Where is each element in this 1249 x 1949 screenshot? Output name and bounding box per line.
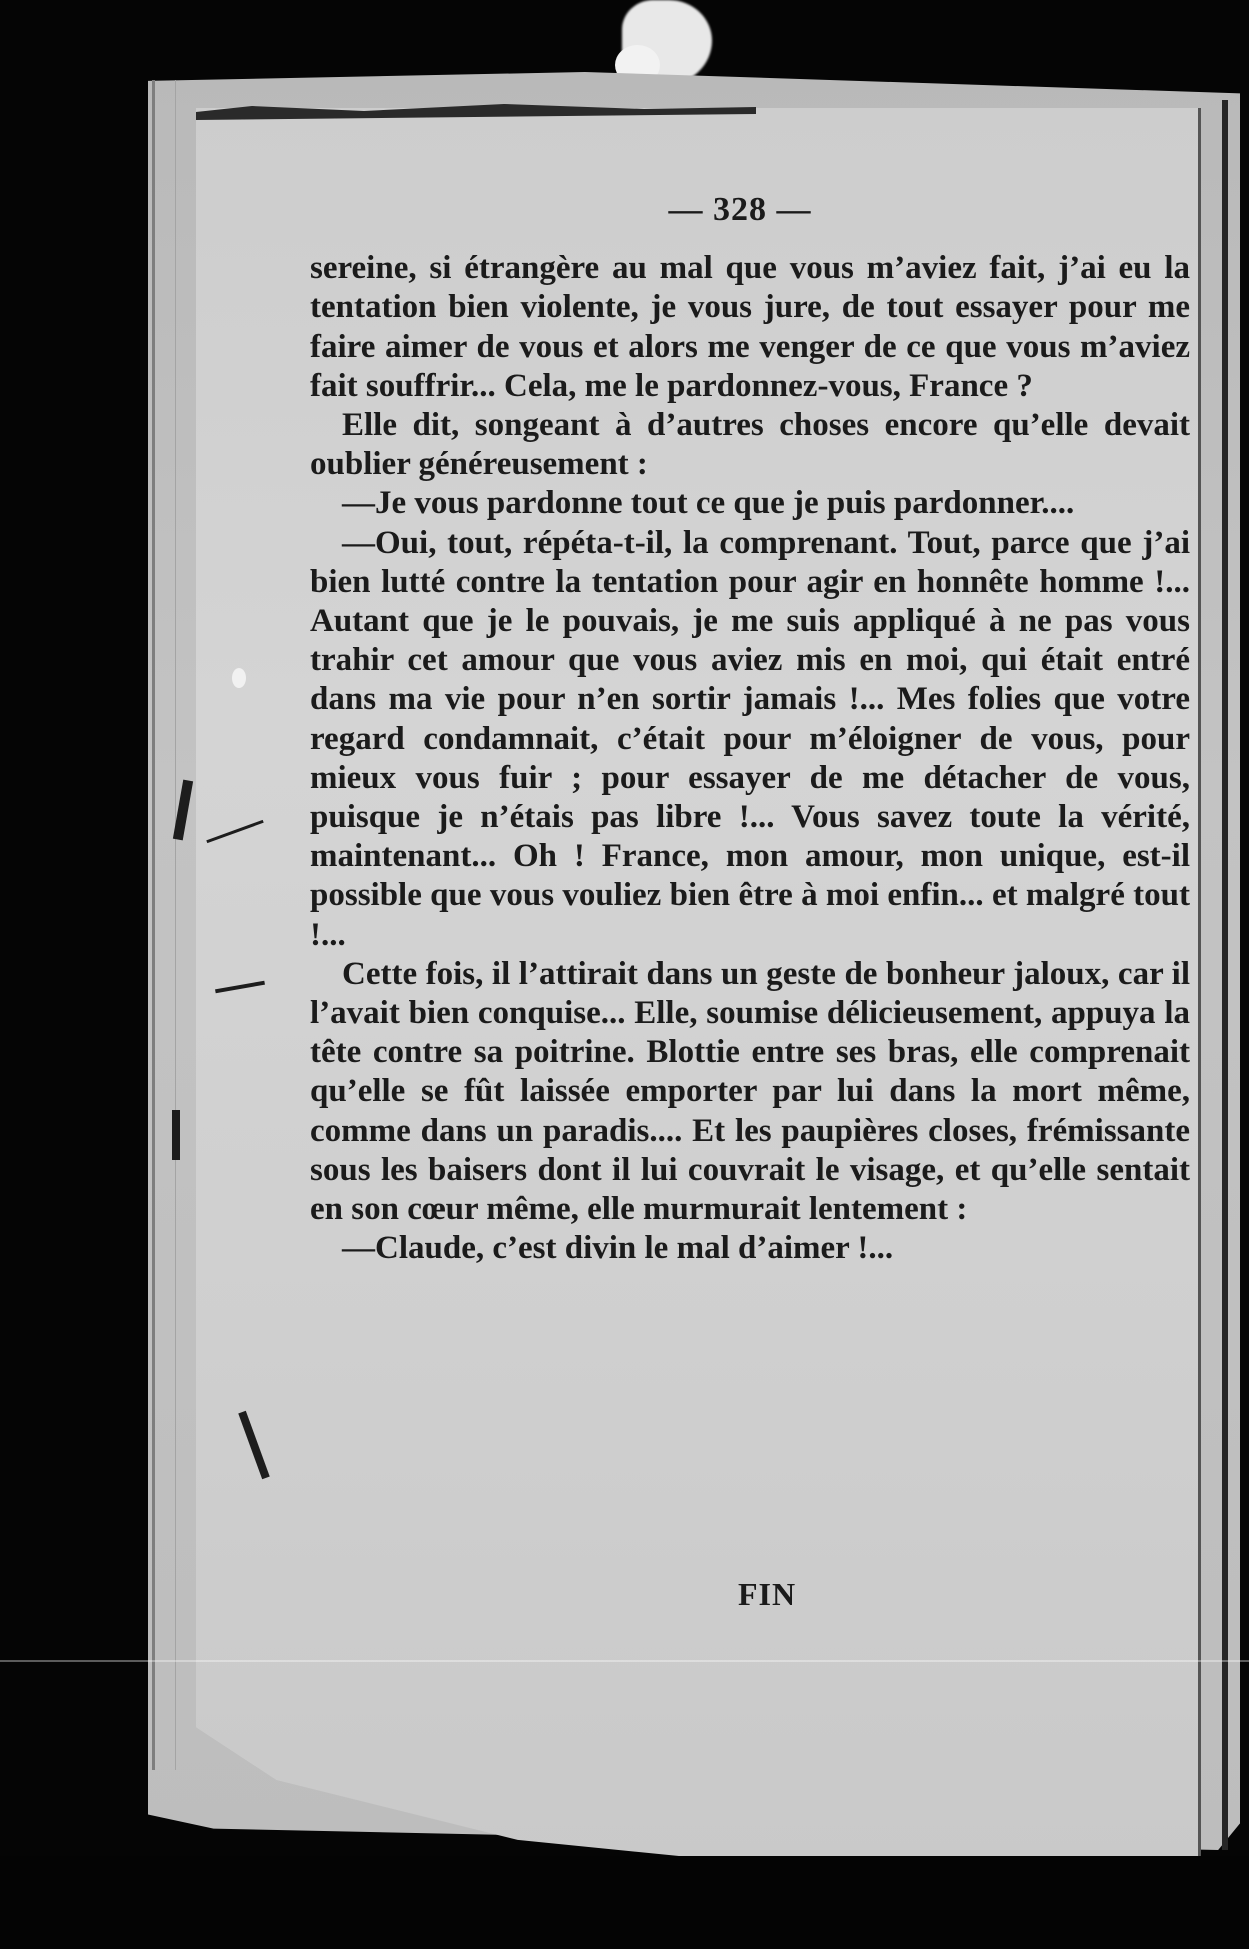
paragraph: sereine, si étrangère au mal que vous m’aviez fait, j’ai eu la tentation bien violente, je vous jure, de tout essayer pour me faire aimer de vous et alors me venger de ce que vous m’aviez fait souffrir... Cela, me le pardonnez-vous, France ? xyxy=(310,250,1190,404)
paragraph: Cette fois, il l’attirait dans un geste de bonheur jaloux, car il l’avait bien conquise... Elle, soumise délicieusement, appuya la tête contre sa poitrine. Blottie entre ses bras, elle comprenait qu’elle se fût laissée emporter par lui dans la mort même, comme dans un paradis.... Et les paupières closes, frémissante sous les baisers dont il lui couvrait le visage, et qu’elle sentait en son cœur même, elle murmurait lentement : xyxy=(310,955,1190,1228)
page-text xyxy=(310,190,1190,1268)
paragraph: —Oui, tout, répéta-t-il, la comprenant. Tout, parce que j’ai bien lutté contre la tentation pour agir en honnête homme !... Autant que je le pouvais, je me suis appliqué à ne pas vous trahir cet amour que vous aviez mis en moi, qui était entré dans ma vie pour n’en sortir jamais !... Mes folies que votre regard condamnait, c’était pour m’éloigner de vous, pour mieux vous fuir ; pour essayer de me détacher de vous, puisque je n’étais pas libre !... Vous savez toute la vérité, maintenant... Oh ! France, mon amour, mon unique, est-il possible que vous vouliez bien être à moi enfin... et malgré tout !... xyxy=(310,524,1190,953)
paragraph: —Claude, c’est divin le mal d’aimer !... xyxy=(342,1230,894,1267)
paragraph: Elle dit, songeant à d’autres choses encore qu’elle devait oublier généreusement : xyxy=(310,407,1190,483)
scan-artifact-line xyxy=(0,1660,1249,1662)
bottom-dark-band xyxy=(0,1856,1249,1949)
end-mark: FIN xyxy=(738,1576,797,1612)
page-right-shadow xyxy=(1222,100,1228,1850)
page-number: — 328 — xyxy=(668,191,812,228)
edge-crack xyxy=(172,1110,180,1160)
backing-sheet-edge xyxy=(152,80,176,1770)
paragraph: —Je vous pardonne tout ce que je puis pardonner.... xyxy=(342,485,1075,522)
paper-stain xyxy=(232,668,246,688)
